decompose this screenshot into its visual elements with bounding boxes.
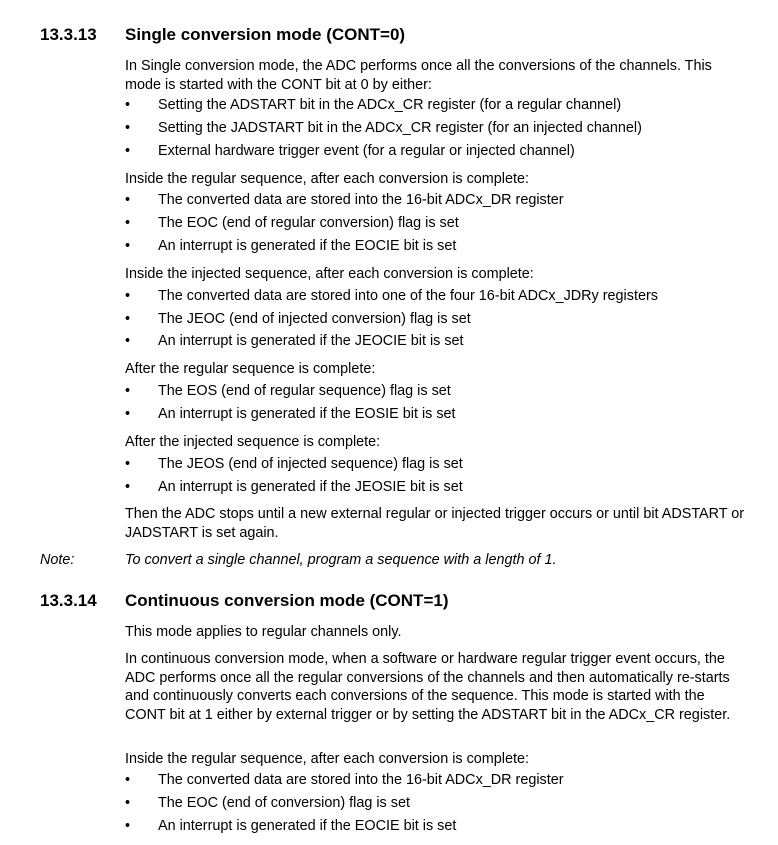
bullet-icon: • <box>125 120 131 136</box>
section-number: 13.3.14 <box>40 591 97 610</box>
document-page: 13.3.13 Single conversion mode (CONT=0) In Single conversion mode, the ADC performs once all the conversions of the channels. This mode is started with the CONT bit at 0 by either: • Setting the ADSTART bit in the ADCx_CR register (for a regular channel) • Setting the JADSTART bit in the ADCx_CR register (for an injected channel) • External hardware trigger event (for a regular or injected channel) Inside the regular sequence, after each conversion is complete: • The converted data are stored into the 16-bit ADCx_DR register • The EOC (end of regular conversion) flag is set • An interrupt is generated if the EOCIE bit is set Inside the injected sequence, after each conversion is complete: • The converted data are stored into one of the four 16-bit ADCx_JDRy registers • The JEOC (end of injected conversion) flag is set • An interrupt is generated if the JEOCIE bit is set After the regular sequence is complete: • The EOS (end of regular sequence) flag is set • An interrupt is generated if the EOSIE bit is set After the injected sequence is complete: • The JEOS (end of injected sequence) flag is set • An interrupt is generated if the JEOSIE bit is set Then the ADC stops until a new external regular or injected trigger occurs or until bit ADSTART or JADSTART is set again. Note: To convert a single channel, program a sequence with a length of 1. 13.3.14 Continuous conversion mode (CONT=1) This mode applies to regular channels only. In continuous conversion mode, when a software or hardware regular trigger event occurs, the ADC performs once all the regular conversions of the channels and then automatically re-starts and continuously converts each conversions of the sequence. This mode is started with the CONT bit at 1 either by external trigger or by setting the ADSTART bit in the ADCx_CR register. Inside the regular sequence, after each conversion is complete: • The converted data are stored into the 16-bit ADCx_DR register • The EOC (end of conversion) flag is set • An interrupt is generated if the EOCIE bit is set <box>40 25 745 834</box>
bullet-icon: • <box>125 97 131 113</box>
bullet-icon: • <box>125 383 131 399</box>
intro-paragraph: In Single conversion mode, the ADC performs once all the conversions of the channels. This mode is started with the CONT bit at 0 by either: <box>125 58 712 93</box>
closing-paragraph: Then the ADC stops until a new external regular or injected trigger occurs or until bit ADSTART or JADSTART is set again. <box>125 506 745 541</box>
bullet-icon: • <box>125 192 131 208</box>
bullet-icon: • <box>125 311 131 327</box>
bullet-icon: • <box>125 818 131 834</box>
bullet-icon: • <box>125 406 131 422</box>
regular-sequence-intro: Inside the regular sequence, after each conversion is complete: <box>125 751 529 767</box>
after-injected-intro: After the injected sequence is complete: <box>125 434 381 450</box>
after-regular-intro: After the regular sequence is complete: <box>125 361 376 377</box>
applies-paragraph: This mode applies to regular channels only. <box>125 624 402 640</box>
section-title: Single conversion mode (CONT=0) <box>125 25 406 44</box>
note-label: Note: <box>40 552 75 568</box>
bullet-icon: • <box>125 795 131 811</box>
continuous-description: In continuous conversion mode, when a software or hardware regular trigger event occurs, the ADC performs once all the regular conversions of the channels and then automatically re-starts and continuously converts each conversions of the sequence. This mode is started with the CONT bit at 1 either by external trigger or by setting the ADSTART bit in the ADCx_CR register. <box>125 651 731 723</box>
bullet-icon: • <box>125 215 131 231</box>
bullet-icon: • <box>125 238 131 254</box>
section-number: 13.3.13 <box>40 25 97 44</box>
bullet-icon: • <box>125 456 131 472</box>
bullet-icon: • <box>125 288 131 304</box>
section-title: Continuous conversion mode (CONT=1) <box>125 591 449 610</box>
injected-sequence-intro: Inside the injected sequence, after each conversion is complete: <box>125 266 534 282</box>
bullet-icon: • <box>125 772 131 788</box>
bullet-icon: • <box>125 333 131 349</box>
bullet-icon: • <box>125 479 131 495</box>
note-text: To convert a single channel, program a sequence with a length of 1. <box>125 552 557 568</box>
regular-sequence-intro: Inside the regular sequence, after each conversion is complete: <box>125 171 529 187</box>
bullet-icon: • <box>125 143 131 159</box>
